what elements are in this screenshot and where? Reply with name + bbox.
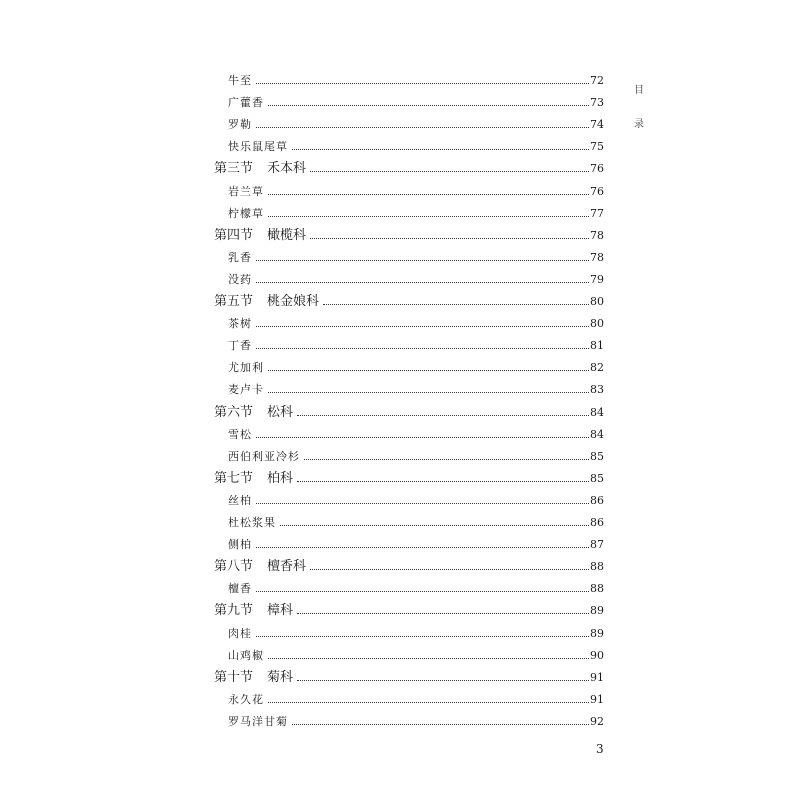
page-ref: 81 bbox=[590, 339, 604, 353]
dot-leader bbox=[256, 281, 589, 283]
item-title: 柠檬草 bbox=[228, 206, 264, 220]
page-ref: 89 bbox=[590, 604, 604, 618]
page-ref: 91 bbox=[590, 692, 604, 706]
page-ref: 92 bbox=[590, 714, 604, 728]
toc-section bbox=[214, 469, 604, 489]
dot-leader bbox=[268, 215, 589, 217]
toc-item bbox=[228, 248, 604, 268]
item-title: 麦卢卡 bbox=[228, 383, 264, 397]
toc-item bbox=[228, 513, 604, 533]
item-title: 牛至 bbox=[228, 74, 252, 87]
dot-leader bbox=[268, 369, 589, 371]
dot-leader bbox=[256, 502, 589, 504]
section-title: 檀香科 bbox=[267, 559, 307, 575]
dot-leader bbox=[268, 104, 589, 106]
item-title: 肉桂 bbox=[228, 626, 252, 640]
dot-leader bbox=[310, 170, 589, 172]
dot-leader bbox=[304, 458, 589, 460]
dot-leader bbox=[323, 303, 589, 305]
section-number: 第七节 bbox=[214, 470, 254, 486]
section-title: 樟科 bbox=[267, 603, 294, 619]
item-title: 侧柏 bbox=[228, 538, 252, 552]
section-title: 柏科 bbox=[267, 470, 294, 486]
toc-item bbox=[228, 336, 604, 356]
page-ref: 85 bbox=[590, 471, 604, 485]
page-ref: 78 bbox=[590, 228, 604, 242]
toc-item bbox=[228, 380, 604, 400]
page-ref: 87 bbox=[590, 538, 604, 552]
item-title: 乳香 bbox=[228, 250, 252, 264]
toc-item bbox=[228, 314, 604, 334]
section-number: 第九节 bbox=[214, 603, 254, 619]
side-label-char: 录 bbox=[634, 119, 644, 130]
dot-leader bbox=[256, 347, 589, 349]
page-ref: 91 bbox=[590, 670, 604, 684]
toc-item bbox=[228, 358, 604, 378]
toc-item bbox=[228, 579, 604, 599]
page-ref: 75 bbox=[590, 140, 604, 154]
item-title: 茶树 bbox=[228, 317, 252, 331]
toc-section bbox=[214, 601, 604, 621]
page-ref: 88 bbox=[590, 582, 604, 596]
item-title: 雪松 bbox=[228, 427, 252, 441]
item-title: 西伯利亚冷杉 bbox=[228, 449, 300, 463]
item-title: 广藿香 bbox=[228, 96, 264, 110]
item-title: 丝柏 bbox=[228, 493, 252, 507]
page-ref: 88 bbox=[590, 560, 604, 574]
dot-leader bbox=[256, 325, 589, 327]
page-ref: 90 bbox=[590, 648, 604, 662]
toc-section bbox=[214, 159, 604, 179]
toc-section bbox=[214, 226, 604, 246]
toc-item bbox=[228, 182, 604, 202]
page-ref: 80 bbox=[590, 295, 604, 308]
dot-leader bbox=[292, 723, 589, 725]
section-number: 第四节 bbox=[214, 227, 254, 243]
page-ref: 82 bbox=[590, 361, 604, 375]
dot-leader bbox=[256, 82, 589, 84]
section-number: 第六节 bbox=[214, 404, 254, 420]
page-ref: 89 bbox=[590, 626, 604, 640]
item-title: 杜松浆果 bbox=[228, 516, 276, 529]
page-ref: 83 bbox=[590, 383, 604, 397]
page-ref: 84 bbox=[590, 427, 604, 441]
item-title: 永久花 bbox=[228, 692, 264, 706]
dot-leader bbox=[310, 568, 589, 570]
section-number: 第十节 bbox=[214, 669, 254, 685]
page-ref: 85 bbox=[590, 449, 604, 463]
toc-item bbox=[228, 690, 604, 710]
dot-leader bbox=[268, 193, 589, 195]
toc-section bbox=[214, 557, 604, 577]
toc-item bbox=[228, 535, 604, 555]
toc-item bbox=[228, 204, 604, 224]
toc-section bbox=[214, 292, 604, 312]
page-ref: 84 bbox=[590, 405, 604, 419]
item-title: 快乐鼠尾草 bbox=[228, 140, 288, 154]
dot-leader bbox=[256, 126, 589, 128]
toc-item bbox=[228, 270, 604, 290]
dot-leader bbox=[268, 391, 589, 393]
toc-item bbox=[228, 712, 604, 732]
page-number: 3 bbox=[596, 742, 604, 756]
section-number: 第五节 bbox=[214, 294, 254, 309]
dot-leader bbox=[297, 414, 589, 416]
section-title: 松科 bbox=[267, 404, 294, 420]
toc-item bbox=[228, 624, 604, 644]
dot-leader bbox=[256, 635, 589, 637]
toc-item bbox=[228, 115, 604, 135]
page-ref: 77 bbox=[590, 206, 604, 220]
section-title: 禾本科 bbox=[267, 161, 307, 177]
toc-section bbox=[214, 403, 604, 423]
section-number: 第三节 bbox=[214, 161, 254, 177]
page-ref: 72 bbox=[590, 74, 604, 87]
dot-leader bbox=[297, 679, 589, 681]
page-ref: 86 bbox=[590, 516, 604, 529]
page-ref: 74 bbox=[590, 118, 604, 132]
toc-item bbox=[228, 491, 604, 511]
item-title: 檀香 bbox=[228, 582, 252, 596]
page-ref: 86 bbox=[590, 493, 604, 507]
page-ref: 76 bbox=[590, 184, 604, 198]
item-title: 丁香 bbox=[228, 339, 252, 353]
section-title: 桃金娘科 bbox=[267, 294, 320, 309]
toc-item bbox=[228, 93, 604, 113]
page-ref: 73 bbox=[590, 96, 604, 110]
side-label bbox=[632, 74, 646, 142]
dot-leader bbox=[256, 259, 589, 261]
dot-leader bbox=[280, 524, 589, 526]
dot-leader bbox=[268, 657, 589, 659]
toc-section bbox=[214, 668, 604, 688]
item-title: 山鸡椒 bbox=[228, 648, 264, 662]
dot-leader bbox=[297, 480, 589, 482]
toc-item bbox=[228, 71, 604, 91]
dot-leader bbox=[268, 701, 589, 703]
page-ref: 80 bbox=[590, 317, 604, 331]
item-title: 罗勒 bbox=[228, 118, 252, 132]
item-title: 尤加利 bbox=[228, 361, 264, 375]
dot-leader bbox=[256, 436, 589, 438]
section-title: 菊科 bbox=[267, 669, 294, 685]
page-ref: 78 bbox=[590, 250, 604, 264]
section-number: 第八节 bbox=[214, 559, 254, 575]
dot-leader bbox=[256, 546, 589, 548]
dot-leader bbox=[256, 590, 589, 592]
side-label-char: 目 bbox=[634, 85, 644, 96]
item-title: 罗马洋甘菊 bbox=[228, 714, 288, 728]
dot-leader bbox=[292, 148, 589, 150]
page-ref: 76 bbox=[590, 162, 604, 176]
dot-leader bbox=[297, 612, 589, 614]
toc-item bbox=[228, 137, 604, 157]
item-title: 岩兰草 bbox=[228, 184, 264, 198]
dot-leader bbox=[310, 237, 589, 239]
section-title: 橄榄科 bbox=[267, 227, 307, 243]
toc-item bbox=[228, 447, 604, 467]
toc-item bbox=[228, 425, 604, 445]
page-ref: 79 bbox=[590, 272, 604, 286]
toc-item bbox=[228, 646, 604, 666]
item-title: 没药 bbox=[228, 272, 252, 286]
